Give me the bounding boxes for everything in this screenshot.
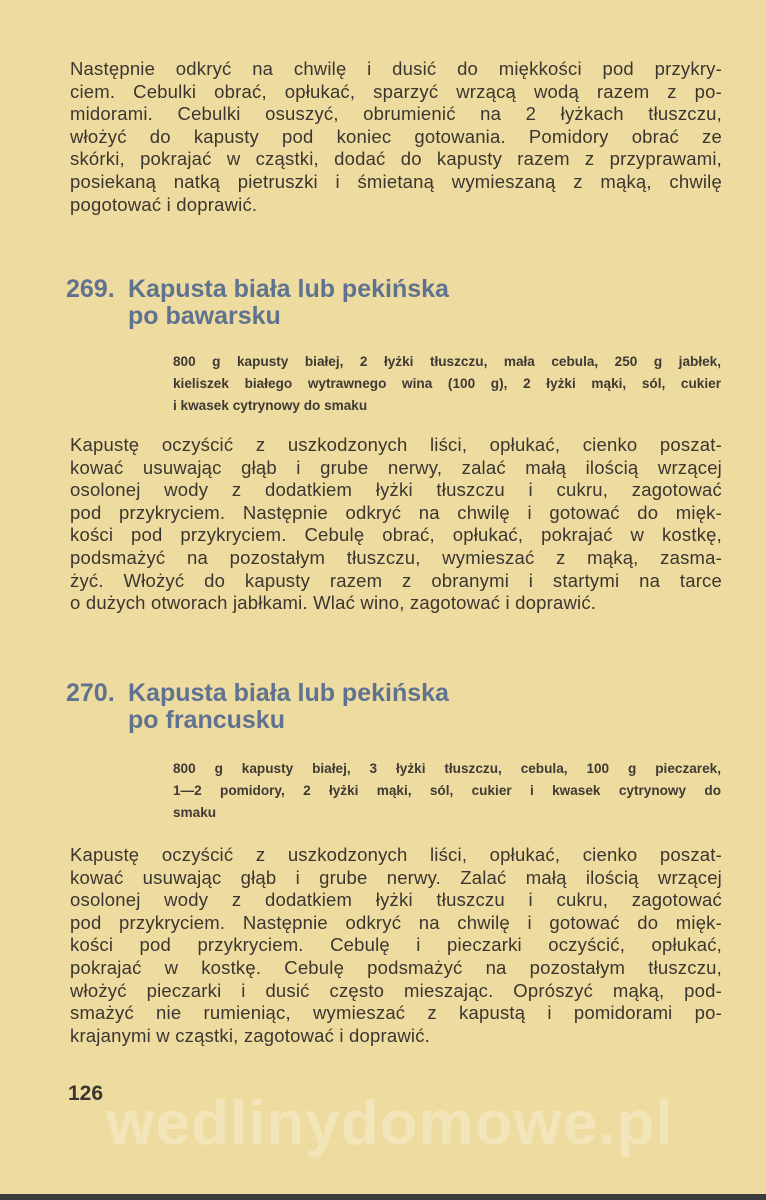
text-line: midorami. Cebulki osuszyć, obrumienić na 2 łyżkach tłuszczu, [70,103,722,125]
text-line: pogotować i doprawić. [70,193,258,215]
recipe-270-ingredients [173,758,721,824]
recipe-270-title [66,680,449,734]
text-line: i kwasek cytrynowy do smaku [173,398,368,413]
recipe-269-title [66,276,449,330]
recipe-269-instructions [70,434,722,615]
text-line: pokrajać w kostkę. Cebulę podsmażyć na pozostałym tłuszczu, [70,956,722,978]
text-line: kości pod przykryciem. Cebulę i pieczarki oczyścić, opłukać, [70,934,722,956]
title-line: po francusku [128,706,285,734]
text-line: kować usuwając głąb i grube nerwy. Zalać małą ilością wrzącej [70,866,722,888]
text-line: Kapustę oczyścić z uszkodzonych liści, opłukać, cienko poszat- [70,844,722,865]
text-line: smaku [173,805,217,820]
text-line: 800 g kapusty białej, 2 łyżki tłuszczu, mała cebula, 250 g jabłek, [173,354,721,369]
text-line: osolonej wody z dodatkiem łyżki tłuszczu i cukru, zagotować [70,479,722,501]
text-line: ciem. Cebulki obrać, opłukać, sparzyć wrzącą wodą razem z po- [70,80,722,102]
text-line: pod przykryciem. Następnie odkryć na chwilę i gotować do mięk- [70,501,722,523]
text-line: skórki, pokrajać w cząstki, dodać do kapusty razem z przyprawami, [70,148,722,170]
page-bottom-edge [0,1194,766,1200]
text-line: włożyć do kapusty pod koniec gotowania. Pomidory obrać ze [70,125,722,147]
text-line: posiekaną natką pietruszki i śmietaną wymieszaną z mąką, chwilę [70,170,722,192]
title-line: Kapusta biała lub pekińska [128,275,449,303]
text-line: 800 g kapusty białej, 3 łyżki tłuszczu, cebula, 100 g pieczarek, [173,761,721,776]
text-line: krajanymi w cząstki, zagotować i doprawić. [70,1024,431,1046]
text-line: 1—2 pomidory, 2 łyżki mąki, sól, cukier i kwasek cytrynowy do [173,783,721,798]
page-number: 126 [68,1082,104,1105]
title-line: Kapusta biała lub pekińska [128,679,449,707]
title-line: po bawarsku [128,302,281,330]
text-line: osolonej wody z dodatkiem łyżki tłuszczu i cukru, zagotować [70,889,722,911]
intro-paragraph [70,58,722,216]
text-line: kieliszek białego wytrawnego wina (100 g), 2 łyżki mąki, sól, cukier [173,376,721,391]
text-line: żyć. Włożyć do kapusty razem z obranymi i startymi na tarce [70,569,722,591]
text-line: o dużych otworach jabłkami. Wlać wino, zagotować i doprawić. [70,592,597,614]
recipe-269-ingredients [173,351,721,417]
text-line: podsmażyć na pozostałym tłuszczu, wymieszać z mąką, zasma- [70,546,722,568]
text-line: kować usuwając głąb i grube nerwy, zalać małą ilością wrzącej [70,456,722,478]
text-line: Następnie odkryć na chwilę i dusić do miękkości pod przykry- [70,58,722,79]
text-line: Kapustę oczyścić z uszkodzonych liści, opłukać, cienko poszat- [70,434,722,455]
recipe-number: 270. [66,679,115,707]
text-line: kości pod przykryciem. Cebulę obrać, opłukać, pokrajać w kostkę, [70,524,722,546]
watermark: wedlinydomowe.pl [106,1089,674,1158]
recipe-number: 269. [66,275,115,303]
text-line: pod przykryciem. Następnie odkryć na chwilę i gotować do mięk- [70,911,722,933]
text-line: smażyć nie rumieniąc, wymieszać z kapustą i pomidorami po- [70,1002,722,1024]
text-line: włożyć pieczarki i dusić często mieszając. Oprószyć mąką, pod- [70,979,722,1001]
recipe-270-instructions [70,844,722,1047]
